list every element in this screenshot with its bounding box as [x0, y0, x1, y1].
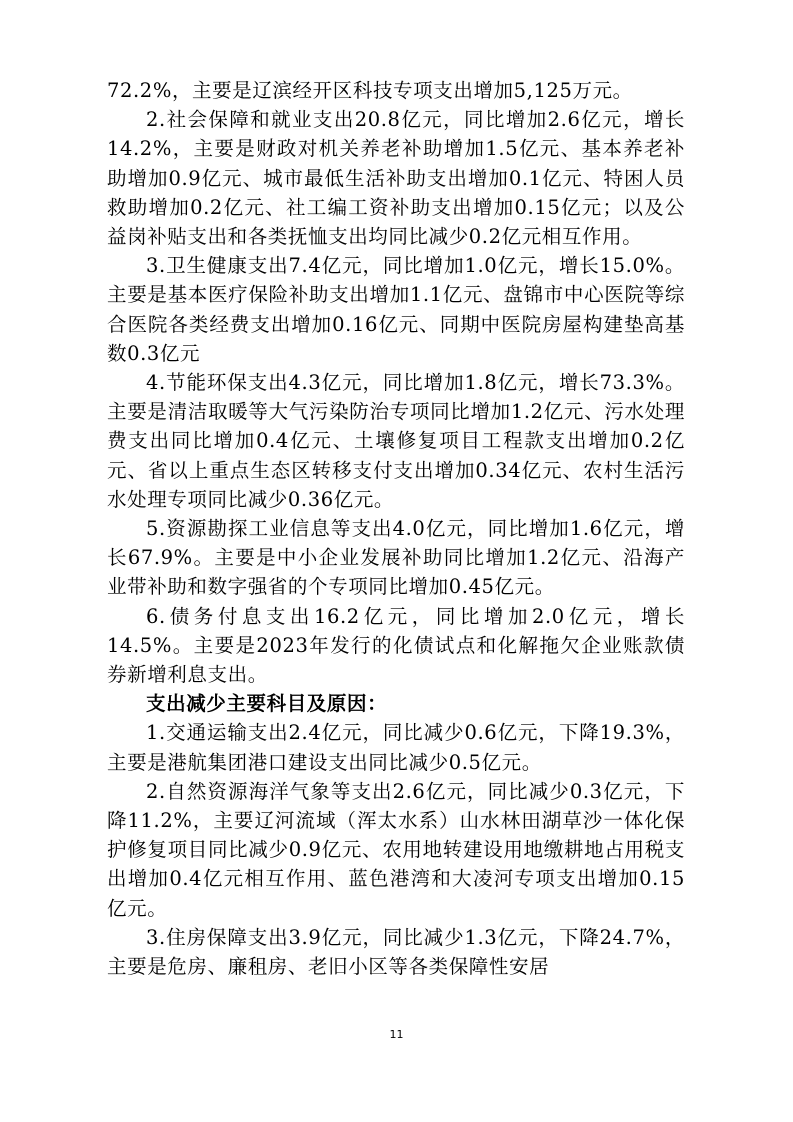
paragraph-natural-resources: 2.自然资源海洋气象等支出2.6亿元，同比减少0.3亿元，下降11.2%，主要辽河流域（浑太水系）山水林田湖草沙一体化保护修复项目同比减少0.9亿元、农用地转建设用地缴耕地占用税支出增加0.4亿元相互作用、蓝色港湾和大凌河专项支出增加0.15亿元。 [107, 779, 685, 920]
paragraph-resources: 5.资源勘探工业信息等支出4.0亿元，同比增加1.6亿元，增长67.9%。主要是中小企业发展补助同比增加1.2亿元、沿海产业带补助和数字强省的个专项同比增加0.45亿元。 [107, 517, 685, 599]
document-body [107, 76, 685, 981]
paragraph-transport: 1.交通运输支出2.4亿元，同比减少0.6亿元，下降19.3%，主要是港航集团港口建设支出同比减少0.5亿元。 [107, 721, 685, 774]
page-number: 11 [389, 1028, 404, 1041]
paragraph-housing: 3.住房保障支出3.9亿元，同比减少1.3亿元，下降24.7%，主要是危房、廉租房、老旧小区等各类保障性安居 [107, 925, 685, 979]
section-heading-expenditure-decrease: 支出减少主要科目及原因： [146, 692, 388, 716]
paragraph-debt-interest: 6.债务付息支出16.2亿元，同比增加2.0亿元，增长14.5%。主要是2023年发行的化债试点和化解拖欠企业账款债券新增利息支出。 [107, 604, 685, 687]
paragraph-environment: 4.节能环保支出4.3亿元，同比增加1.8亿元，增长73.3%。主要是清洁取暖等大气污染防治专项同比增加1.2亿元、污水处理费支出同比增加0.4亿元、土壤修复项目工程款支出增加0.2亿元、省以上重点生态区转移支付支出增加0.34亿元、农村生活污水处理专项同比减少0.36亿元。 [107, 371, 685, 511]
paragraph-health: 3.卫生健康支出7.4亿元，同比增加1.0亿元，增长15.0%。主要是基本医疗保险补助支出增加1.1亿元、盘锦市中心医院等综合医院各类经费支出增加0.16亿元、同期中医院房屋构建垫高基数0.3亿元 [107, 254, 685, 365]
paragraph-1: 72.2%，主要是辽滨经开区科技专项支出增加5,125万元。 [107, 79, 633, 102]
paragraph-social-security: 2.社会保障和就业支出20.8亿元，同比增加2.6亿元，增长14.2%，主要是财政对机关养老补助增加1.5亿元、基本养老补助增加0.9亿元、城市最低生活补助支出增加0.1亿元、特困人员救助增加0.2亿元、社工编工资补助支出增加0.15亿元；以及公益岗补贴支出和各类抚恤支出均同比减少0.2亿元相互作用。 [107, 108, 685, 249]
